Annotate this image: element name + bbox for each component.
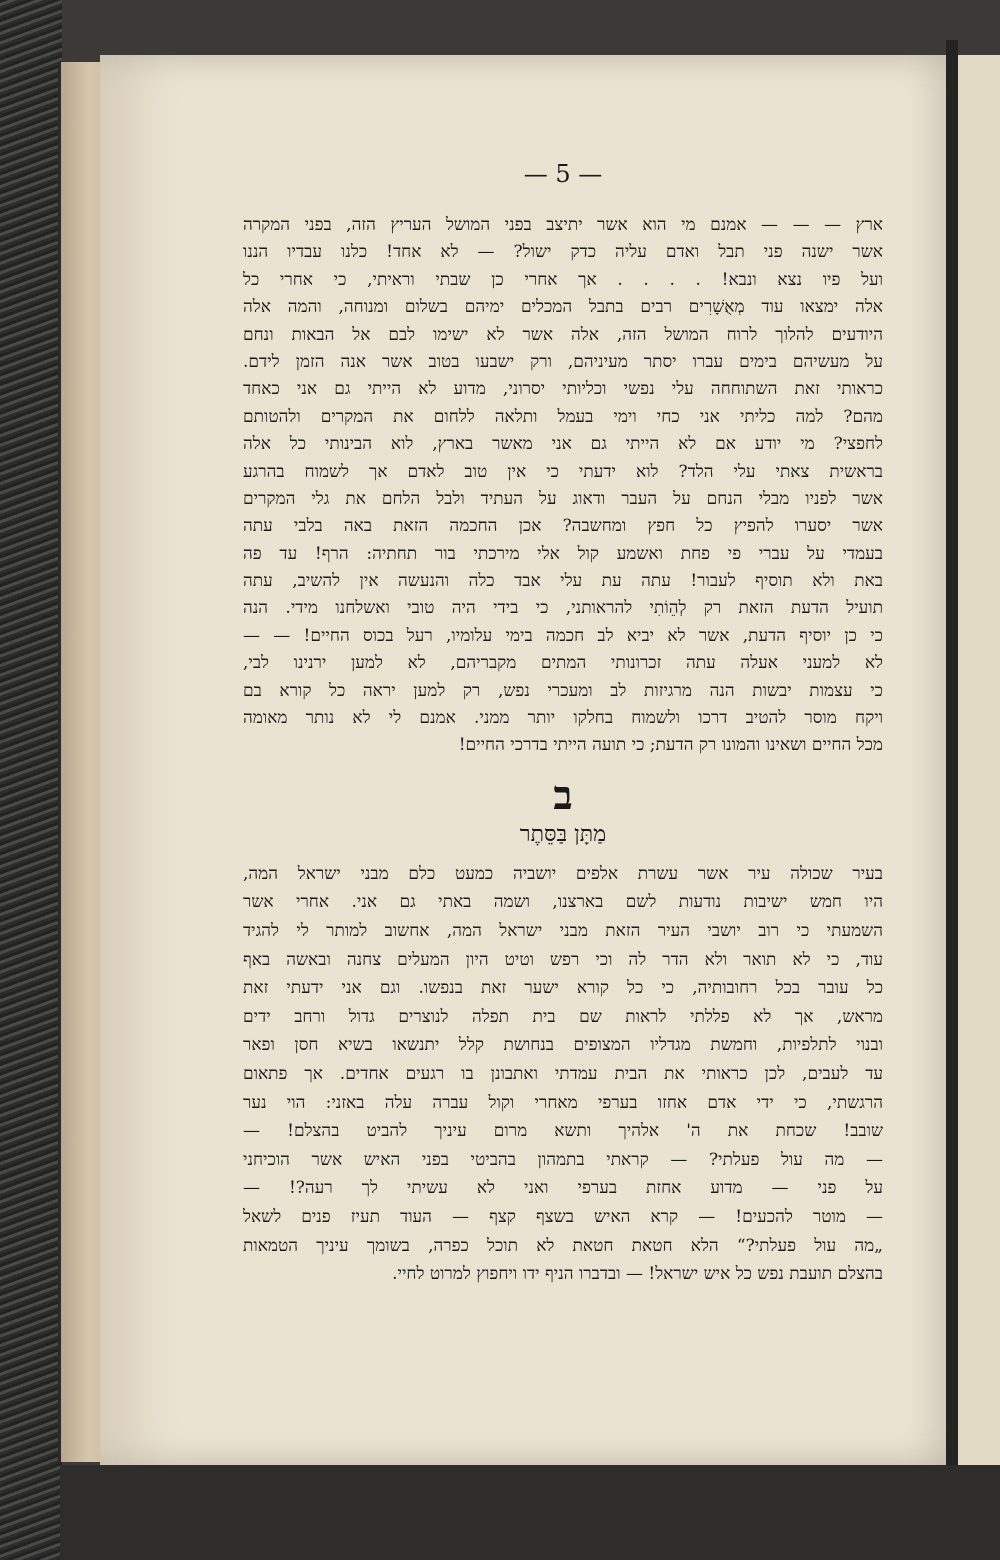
text-line: כי עצמות יבשות הנה מרגיזות לב ומעכרי נפש, רק למען יראה כל קורא בם xyxy=(243,680,883,701)
facing-page xyxy=(958,55,1000,1465)
text-line: שובב! שכחת את ה' אלהיך ותשא מרום עיניך להביט בהצלם! — xyxy=(243,1121,883,1142)
text-line: כראותי זאת השתוחחה עלי נפשי וכליותי יסרוני, מדוע לא הייתי גם אני כאחד xyxy=(243,379,883,400)
text-line: על מעשיהם בימים עברו יסתר מעיניהם, ורק ישבעו בטוב אשר אנה הזמן לידם. xyxy=(243,351,883,372)
text-line: „מה עול פעלתי?“ הלא חטאת חטאת לא תוכל כפרה, בשומך עיניך הטמאות xyxy=(243,1235,883,1256)
text-line: השמעתי כי רוב יושבי העיר הזאת מבני ישראל המה, אחשוב למותר לי להגיד xyxy=(243,921,883,941)
text-line: בעמדי על עברי פי פחת ואשמע קול אלי מירכתי בור תחתיה: הרף! עד פה xyxy=(243,543,883,564)
text-line: היו חמש ישיבות נודעות לשם בארצנו, ושמה באתי גם אני. אחרי אשר xyxy=(243,892,883,913)
page-content xyxy=(243,160,883,1289)
text-line: על פני — מדוע אחזת בערפי ואני לא עשיתי לך רעה?! — xyxy=(243,1178,883,1199)
text-line: הרגשתי, כי ידי אדם אחזו בערפי מאחרי וקול עברה עלה באזני: הוי נער xyxy=(243,1092,883,1113)
text-line: כל עובר בכל רחובותיה, כי כל קורא ישער זאת בנפשו. וגם אני ידעתי זאת xyxy=(243,978,883,999)
text-line: תועיל הדעת הזאת רק לְהֵוֹתִי להראותני, כי בידי היה טובי ואשלחנו מידי. הנה xyxy=(243,598,883,619)
text-line: בעיר שכולה עיר אשר עשרת אלפים יושביה כמעט כלם מבני ישראל המה, xyxy=(243,863,883,884)
text-line: אשר ישנה פני תבל ואדם עליה כדק ישול? — לא אחד! כלנו עבדיו הננו xyxy=(243,242,883,263)
page-number: — 5 — xyxy=(523,160,603,188)
chapter-letter: ב xyxy=(553,771,573,819)
text-line: — מה עול פעלתי? — קראתי בתמהון בהביטי בפני האיש אשר הוכיחני xyxy=(243,1149,883,1170)
text-line: לא למעני אעלה עתה זכרונותי המתים מקבריהם, לא למען ירנינו לבי, xyxy=(243,653,883,674)
text-line: באת ולא תוסיף לעבור! עתה עת עלי אבד כלה והנעשה אין להשיב, עתה xyxy=(243,571,883,592)
text-line: מהם? למה כליתי אני כחי וימי בעמל ותלאה ללחום את המקרים ולהטותם xyxy=(243,406,883,427)
text-line: היודעים להלוך לרוח המושל הזה, אלה אשר לא ישימו לבם אל הבאות ונחם xyxy=(243,324,883,345)
text-line: ובנוי לתלפיות, וחמשת מגדליו המצופים בנחושת קלל יתנשאו בשיא חסן ופאר xyxy=(243,1035,883,1056)
text-line: ארץ — — — אמנם מי הוא אשר יתיצב בפני המושל העריץ הזה, בפני המקרה xyxy=(243,215,883,235)
book-binding xyxy=(0,0,62,1560)
text-line: אלה ימצאו עוד מְאֻשָׁרִים רבים בתבל המכלים ימיהם בשלום ומנוחה, והמה אלה xyxy=(243,297,883,318)
text-line: מכל החיים ושאינו והמונו רק הדעת; כי תועה הייתי בדרכי החיים! xyxy=(458,735,883,756)
text-line: בהצלם תועבת נפש כל איש ישראל! — ובדברו הניף ידו ויחפוץ למרוט לחיי. xyxy=(392,1264,883,1285)
book-gutter xyxy=(946,40,958,1490)
text-line: כי כן יוסיף הדעת, אשר לא יביא לב חכמה בימי עלומיו, רעל בכוס החיים! — — xyxy=(243,625,883,646)
text-line: אשר יסערו להפיץ כל חפץ ומחשבה? אכן החכמה הזאת באה בלבי עתה xyxy=(243,516,883,537)
bottom-shadow xyxy=(60,1465,1000,1560)
text-line: בראשית צאתי עלי הלד? לוא ידעתי כי אין טוב לאדם אך לשמוח בהרגע xyxy=(243,461,883,482)
text-line: ועל פיו נצא ונבא! . . . . אך אחרי כן שבתי וראיתי, כי אחרי כל xyxy=(243,269,883,290)
text-line: — מוטר להכעים! — קרא האיש בשצף קצף — העוד תעיז פנים לשאל xyxy=(243,1206,883,1227)
text-line: מראש, אך לא פללתי לראות שם בית תפלה לנוצרים גדול ורחב ידים xyxy=(243,1006,883,1027)
section-1-text xyxy=(243,212,883,760)
text-line: ויקח מוסר להטיב דרכו ולשמוח בחלקו יותר ממני. אמנם לי לא נותר מאומה xyxy=(243,708,883,729)
text-line: עד לעבים, לכן כראותי את הבית עמדתי ואתבונן בו רגעים אחדים. אך פתאום xyxy=(243,1063,883,1084)
text-line: לחפצי? מי יודע אם לא הייתי גם אני מאשר בארץ, לוא הבינותי כל אלה xyxy=(243,434,883,455)
text-line: עוד, כי לא תואר ולא הדר לה וכי רפש וטיט היון המעלים צחנה ובאשה באף xyxy=(243,949,883,970)
text-line: אשר לפניו מבלי הנחם על העבר ודאוג על העתיד ולבל הלחם את גלי המקרים xyxy=(243,488,883,509)
section-2-text xyxy=(243,860,883,1289)
chapter-title: מַתָּן בַּסֵּתֶר xyxy=(519,821,607,847)
